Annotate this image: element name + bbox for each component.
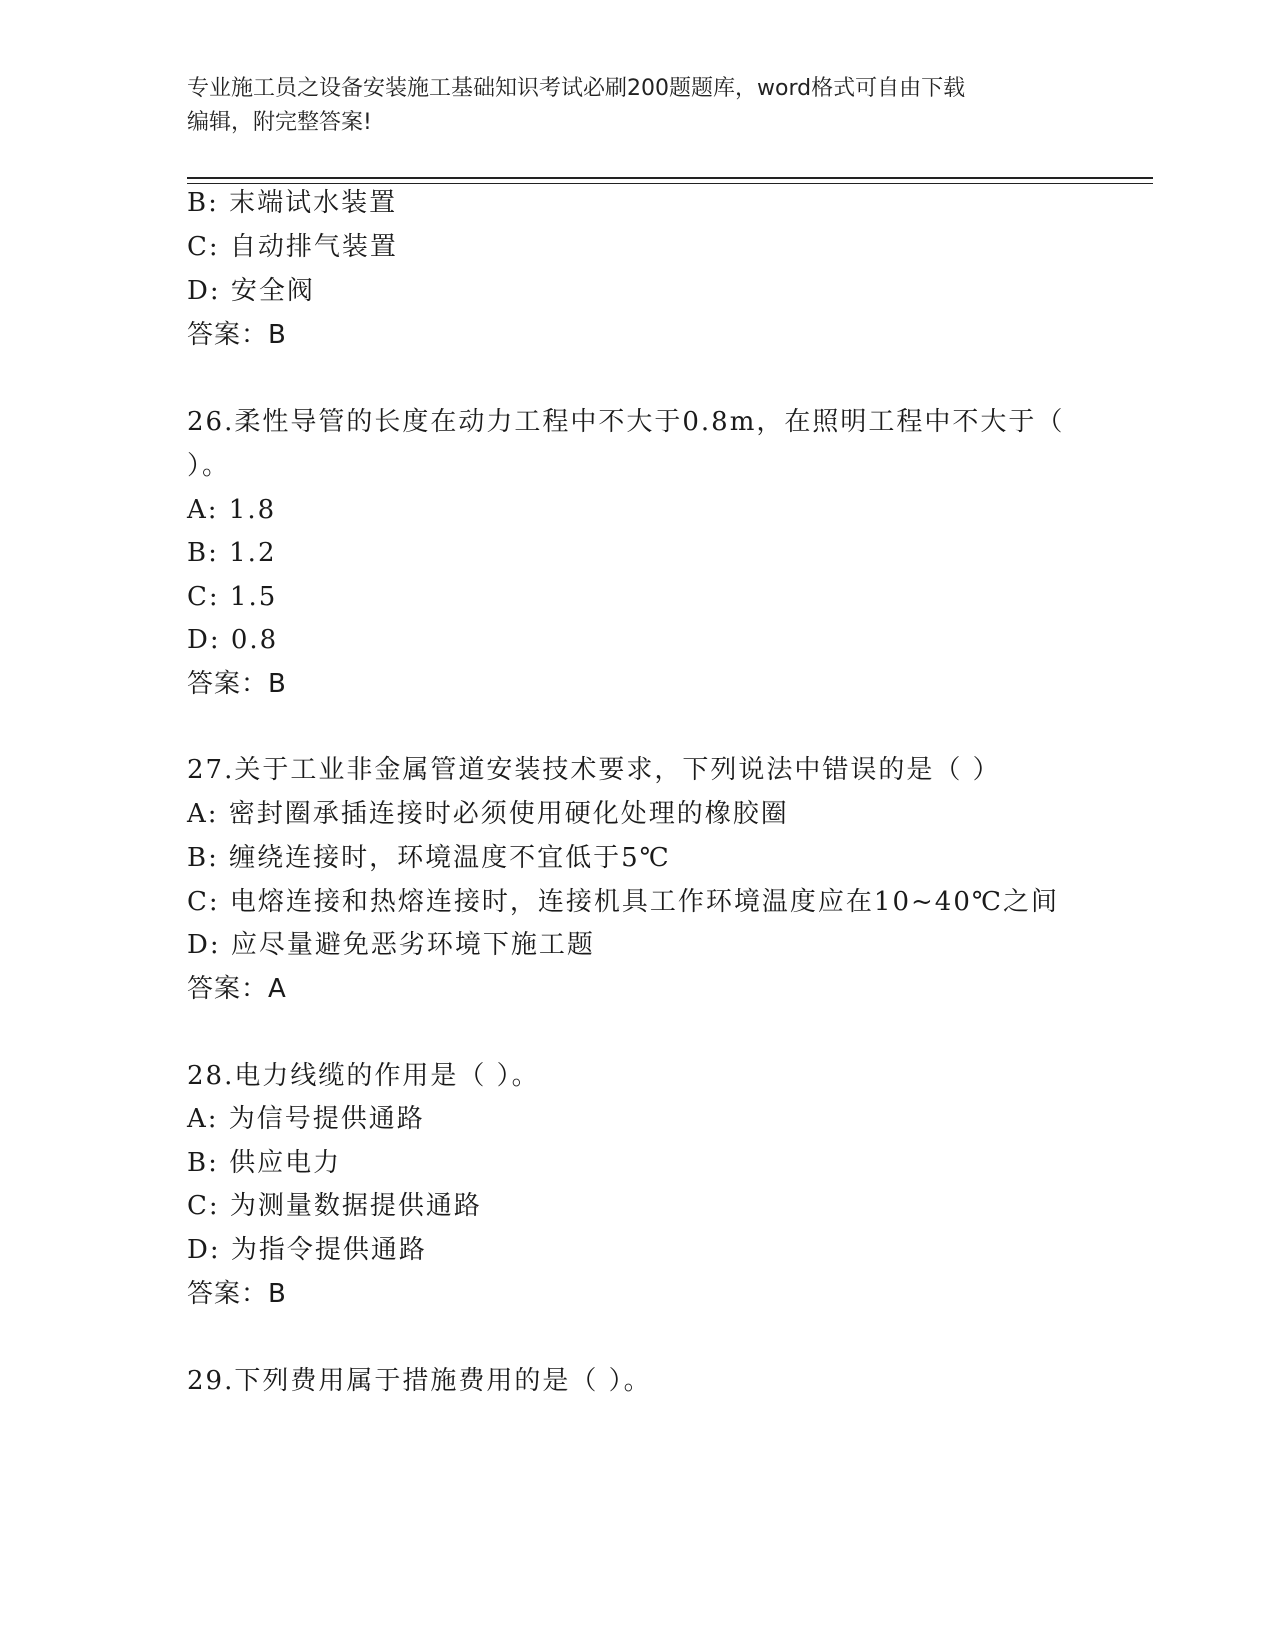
q28-answer: 答案：B bbox=[187, 1279, 287, 1309]
q26-option-c: C: 1.5 bbox=[187, 582, 278, 612]
q26-option-d: D: 0.8 bbox=[187, 625, 279, 655]
q28-option-d: D: 为指令提供通路 bbox=[187, 1235, 427, 1265]
header-divider-thick bbox=[187, 177, 1153, 179]
q27-stem: 27.关于工业非金属管道安装技术要求，下列说法中错误的是（ ） bbox=[187, 755, 1001, 785]
q26-answer: 答案：B bbox=[187, 669, 287, 699]
q26-option-b: B: 1.2 bbox=[187, 538, 277, 568]
q26-stem-line-2: ）。 bbox=[187, 451, 231, 481]
q28-option-c: C: 为测量数据提供通路 bbox=[187, 1191, 482, 1221]
header-title-line-2: 编辑，附完整答案! bbox=[187, 110, 372, 135]
q28-stem: 28.电力线缆的作用是（ ）。 bbox=[187, 1061, 540, 1091]
q27-option-a: A: 密封圈承插连接时必须使用硬化处理的橡胶圈 bbox=[187, 799, 789, 829]
header-divider-thin bbox=[187, 183, 1153, 184]
header-title-line-1: 专业施工员之设备安装施工基础知识考试必刷200题题库，word格式可自由下载 bbox=[187, 76, 966, 101]
q28-option-b: B: 供应电力 bbox=[187, 1148, 342, 1178]
q29-stem: 29.下列费用属于措施费用的是（ ）。 bbox=[187, 1366, 652, 1396]
q26-stem-line-1: 26.柔性导管的长度在动力工程中不大于0.8m，在照明工程中不大于（ bbox=[187, 407, 1065, 437]
q27-answer: 答案：A bbox=[187, 974, 287, 1004]
q27-option-b: B: 缠绕连接时，环境温度不宜低于5℃ bbox=[187, 843, 671, 873]
q25-answer: 答案：B bbox=[187, 320, 287, 350]
q28-option-a: A: 为信号提供通路 bbox=[187, 1104, 425, 1134]
q25-option-c: C: 自动排气装置 bbox=[187, 232, 398, 262]
document-header bbox=[187, 72, 1087, 140]
q27-option-d: D: 应尽量避免恶劣环境下施工题 bbox=[187, 930, 595, 960]
q25-option-b: B: 末端试水装置 bbox=[187, 188, 398, 218]
q26-option-a: A: 1.8 bbox=[187, 495, 277, 525]
q25-option-d: D: 安全阀 bbox=[187, 276, 315, 306]
q27-option-c: C: 电熔连接和热熔连接时，连接机具工作环境温度应在10~40℃之间 bbox=[187, 887, 1059, 917]
